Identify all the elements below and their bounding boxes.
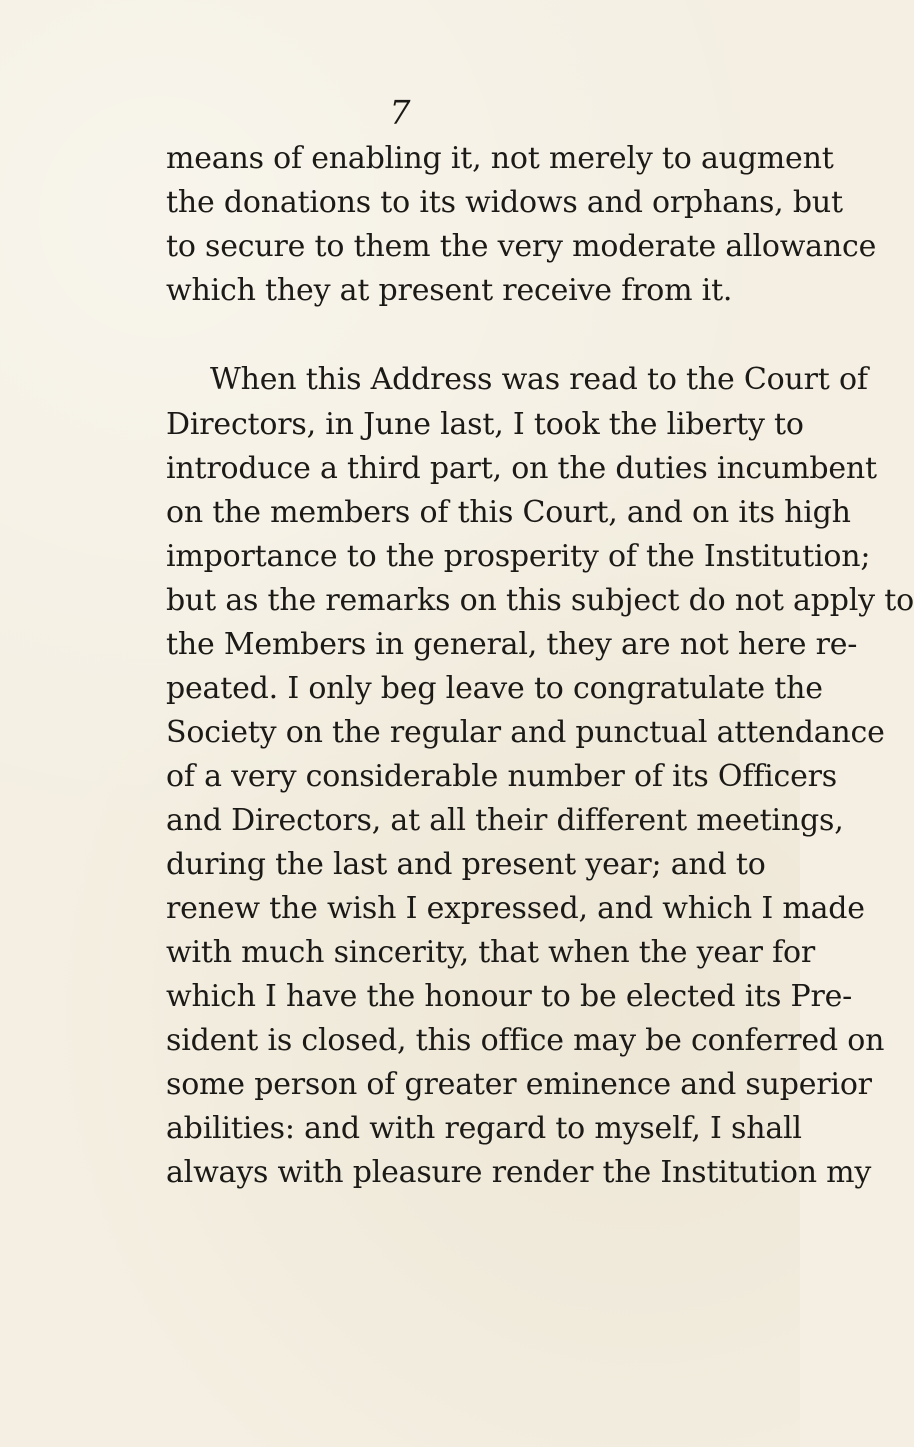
body-text-line: with much sincerity, that when the year for [166, 935, 816, 970]
body-text-line: peated. I only beg leave to congratulate the [166, 671, 823, 706]
body-text-line: always with pleasure render the Institution my [166, 1155, 872, 1190]
body-text-line: introduce a third part, on the duties incumbent [166, 451, 877, 486]
body-text-line: means of enabling it, not merely to augment [166, 141, 834, 176]
body-text-line: sident is closed, this office may be conferred on [166, 1023, 885, 1058]
body-text-line: but as the remarks on this subject do not apply to [166, 583, 914, 618]
body-text-line: on the members of this Court, and on its high [166, 495, 851, 530]
body-text-line: the Members in general, they are not here re- [166, 627, 858, 662]
page-number: 7 [389, 93, 411, 132]
body-text-line: to secure to them the very moderate allowance [166, 229, 877, 264]
body-text-line: during the last and present year; and to [166, 847, 766, 882]
body-text-line: which they at present receive from it. [166, 273, 733, 308]
body-text-line: abilities: and with regard to myself, I shall [166, 1111, 802, 1146]
body-text-line: Directors, in June last, I took the liberty to [166, 407, 804, 442]
body-text-line: which I have the honour to be elected its Pre- [166, 979, 853, 1014]
body-text-line: and Directors, at all their different meetings, [166, 803, 844, 838]
body-text-line: When this Address was read to the Court of [210, 362, 868, 397]
body-text-line: renew the wish I expressed, and which I made [166, 891, 865, 926]
body-text-line: Society on the regular and punctual attendance [166, 715, 885, 750]
body-text-line: some person of greater eminence and superior [166, 1067, 872, 1102]
body-text-line: of a very considerable number of its Officers [166, 759, 837, 794]
body-text-line: the donations to its widows and orphans, but [166, 185, 843, 220]
body-text-line: importance to the prosperity of the Institution; [166, 539, 871, 574]
